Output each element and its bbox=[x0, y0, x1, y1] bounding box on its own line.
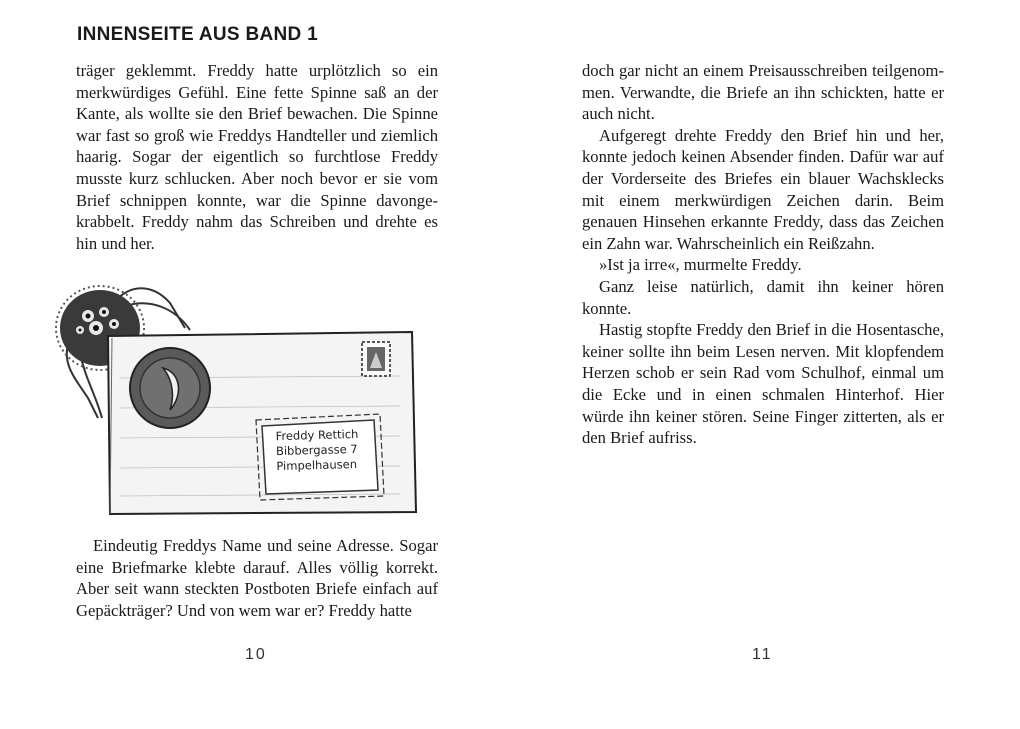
address-line: Freddy Rettich bbox=[275, 426, 359, 444]
page-number-right: 11 bbox=[752, 646, 773, 663]
address-line: Bibbergasse 7 bbox=[275, 441, 358, 459]
page-number-left: 10 bbox=[245, 646, 267, 663]
address-block bbox=[275, 427, 359, 474]
address-line: Pimpelhausen bbox=[276, 456, 358, 474]
stamp-icon bbox=[362, 342, 390, 376]
paragraph: Aufgeregt drehte Freddy den Brief hin und her, konnte jedoch keinen Absender finden. Dafür war auf der Vorderseite des Briefes ein blauer Wachsklecks mit einem merkwürdigen Zeichen darin. Beim genauen Hinsehen erkannte Freddy, dass das Zeichen ein Zahn war. Wahrscheinlich ein Reißzahn. bbox=[582, 125, 944, 253]
paragraph: träger geklemmt. Freddy hatte urplötzlich so ein merkwürdiges Gefühl. Eine fette Spinne saß an der Kante, als wollte sie den Brief bewachen. Die Spinne war fast so groß wie Freddys Handteller und ziemlich haarig. Sogar der eigentlich so furchtlose Freddy musste kurz schlucken. Aber noch bevor er sie vom Brief schnippen konnte, war die Spinne davongekrabbelt. Freddy nahm das Schreiben und drehte es hin und her. bbox=[76, 61, 438, 253]
paragraph: »Ist ja irre«, murmelte Freddy. bbox=[599, 255, 802, 275]
paragraph: Eindeutig Freddys Name und seine Adresse. Sogar eine Briefmarke klebte darauf. Alles völlig korrekt. Aber seit wann steckten Postboten Briefe einfach auf Gepäckträger? Und von wem war er? Freddy hatte bbox=[76, 536, 438, 620]
paragraph: Hastig stopfte Freddy den Brief in die Hosentasche, keiner sollte ihn beim Lesen nerven. Mit klopfendem Herzen schob er sein Rad vom Schulhof, einmal um die Ecke und in einen schmalen Hinterhof. Hier würde ihn keiner stören. Seine Finger zitterten, als er den Brief aufriss. bbox=[582, 320, 944, 448]
left-page-text-bottom bbox=[76, 535, 438, 621]
left-page-text-top bbox=[76, 60, 438, 254]
right-page-text bbox=[582, 60, 944, 449]
envelope-spider-drawing bbox=[40, 268, 430, 523]
letter-illustration bbox=[40, 268, 430, 523]
section-title: INNENSEITE AUS BAND 1 bbox=[77, 24, 319, 45]
paragraph: doch gar nicht an einem Preisausschreiben teilgenommen. Verwandte, die Briefe an ihn schickten, hatte er auch nicht. bbox=[582, 61, 944, 124]
paragraph: Ganz leise natürlich, damit ihn keiner hören konnte. bbox=[582, 276, 944, 318]
wax-seal-icon bbox=[130, 348, 210, 428]
